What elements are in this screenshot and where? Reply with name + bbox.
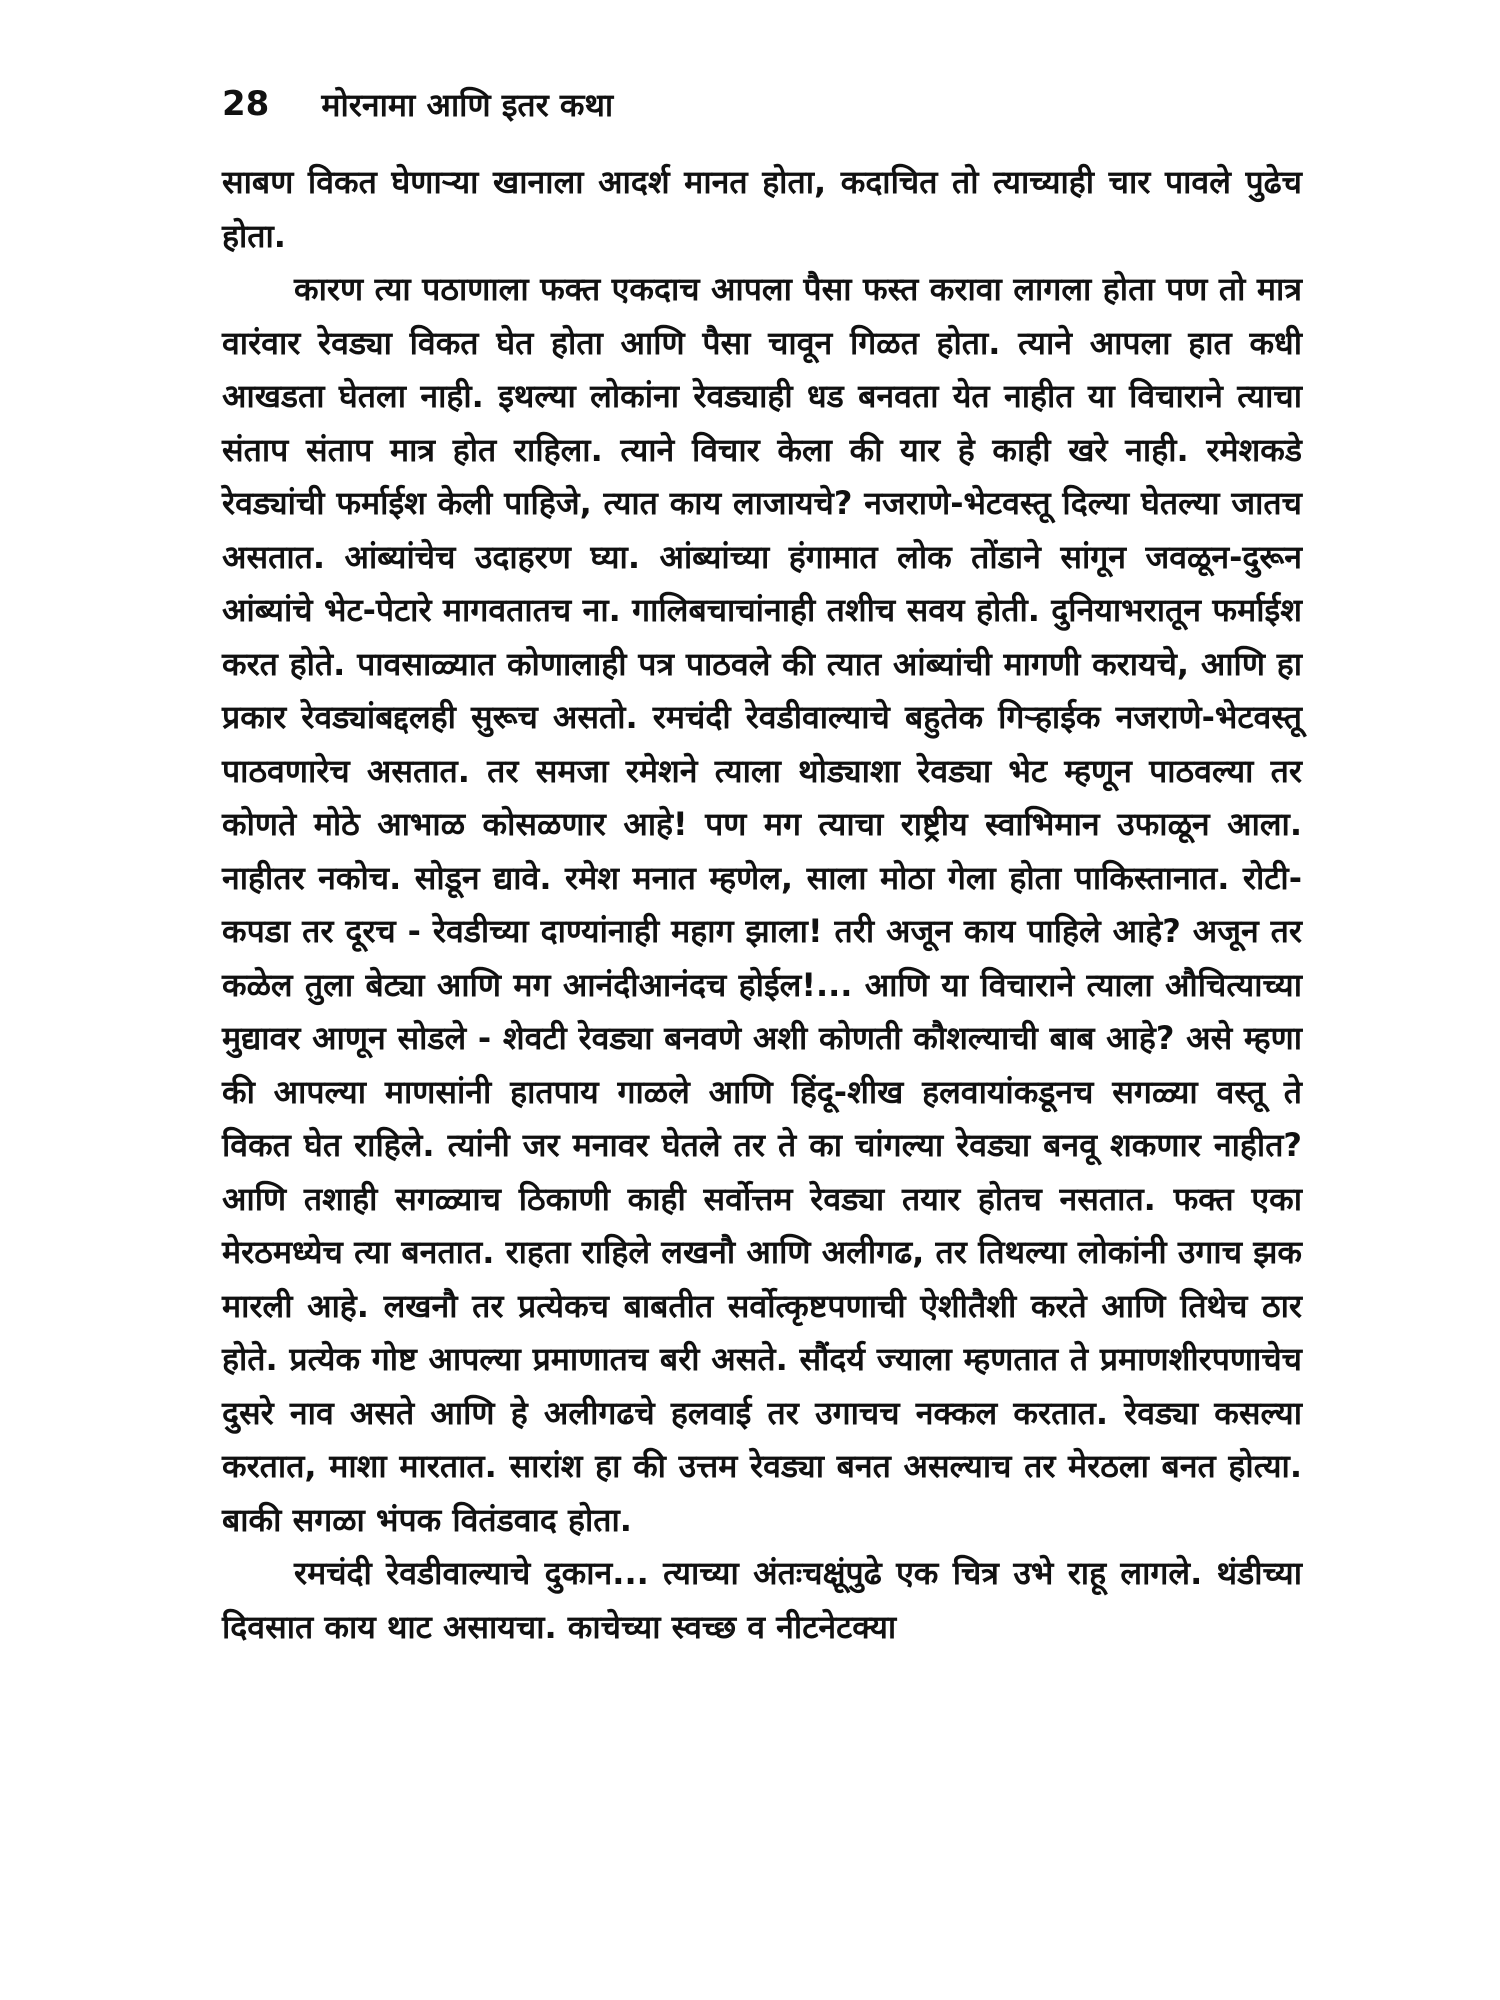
running-head [222,74,1322,134]
paragraph: कारण त्या पठाणाला फक्त एकदाच आपला पैसा फस्त करावा लागला होता पण तो मात्र वारंवार रेवड्या विकत घेत होता आणि पैसा चावून गिळत होता. त्याने आपला हात कधी आखडता घेतला नाही. इथल्या लोकांना रेवड्याही धड बनवता येत नाहीत या विचाराने त्याचा संताप संताप मात्र होत राहिला. त्याने विचार केला की यार हे काही खरे नाही. रमेशकडे रेवड्यांची फर्माईश केली पाहिजे, त्यात काय लाजायचे? नजराणे-भेटवस्तू दिल्या घेतल्या जातच असतात. आंब्यांचेच उदाहरण घ्या. आंब्यांच्या हंगामात लोक तोंडाने सांगून जवळून-दुरून आंब्यांचे भेट-पेटारे मागवतातच ना. गालिबचाचांनाही तशीच सवय होती. दुनियाभरातून फर्माईश करत होते. पावसाळ्यात कोणालाही पत्र पाठवले की त्यात आंब्यांची मागणी करायचे, आणि हा प्रकार रेवड्यांबद्दलही सुरूच असतो. रमचंदी रेवडीवाल्याचे बहुतेक गिऱ्हाईक नजराणे-भेटवस्तू पाठवणारेच असतात. तर समजा रमेशने त्याला थोड्याशा रेवड्या भेट म्हणून पाठवल्या तर कोणते मोठे आभाळ कोसळणार आहे! पण मग त्याचा राष्ट्रीय स्वाभिमान उफाळून आला. नाहीतर नकोच. सोडून द्यावे. रमेश मनात म्हणेल, साला मोठा गेला होता पाकिस्तानात. रोटी-कपडा तर दूरच - रेवडीच्या दाण्यांनाही महाग झाला! तरी अजून काय पाहिले आहे? अजून तर कळेल तुला बेट्या आणि मग आनंदीआनंदच होईल!... आणि या विचाराने त्याला औचित्याच्या मुद्यावर आणून सोडले - शेवटी रेवड्या बनवणे अशी कोणती कौशल्याची बाब आहे? असे म्हणा की आपल्या माणसांनी हातपाय गाळले आणि हिंदू-शीख हलवायांकडूनच सगळ्या वस्तू ते विकत घेत राहिले. त्यांनी जर मनावर घेतले तर ते का चांगल्या रेवड्या बनवू शकणार नाहीत? आणि तशाही सगळ्याच ठिकाणी काही सर्वोत्तम रेवड्या तयार होतच नसतात. फक्त एका मेरठमध्येच त्या बनतात. राहता राहिले लखनौ आणि अलीगढ, तर तिथल्या लोकांनी उगाच झक मारली आहे. लखनौ तर प्रत्येकच बाबतीत सर्वोत्कृष्टपणाची ऐशीतैशी करते आणि तिथेच ठार होते. प्रत्येक गोष्ट आपल्या प्रमाणातच बरी असते. सौंदर्य ज्याला म्हणतात ते प्रमाणशीरपणाचेच दुसरे नाव असते आणि हे अलीगढचे हलवाई तर उगाचच नक्कल करतात. रेवड्या कसल्या करतात, माशा मारतात. सारांश हा की उत्तम रेवड्या बनत असल्याच तर मेरठला बनत होत्या. बाकी सगळा भंपक वितंडवाद होता. [222,270,1302,1539]
paragraph: रमचंदी रेवडीवाल्याचे दुकान... त्याच्या अंतःचक्षूंपुढे एक चित्र उभे राहू लागले. थंडीच्या दिवसात काय थाट असायचा. काचेच्या स्वच्छ व नीटनेटक्या [222,1554,1302,1646]
paragraph-continued: साबण विकत घेणाऱ्या खानाला आदर्श मानत होता, कदाचित तो त्याच्याही चार पावले पुढेच होता. [222,163,1302,255]
page-number: 28 [222,84,270,124]
book-title: मोरनामा आणि इतर कथा [321,85,614,124]
body-text [222,156,1302,1654]
